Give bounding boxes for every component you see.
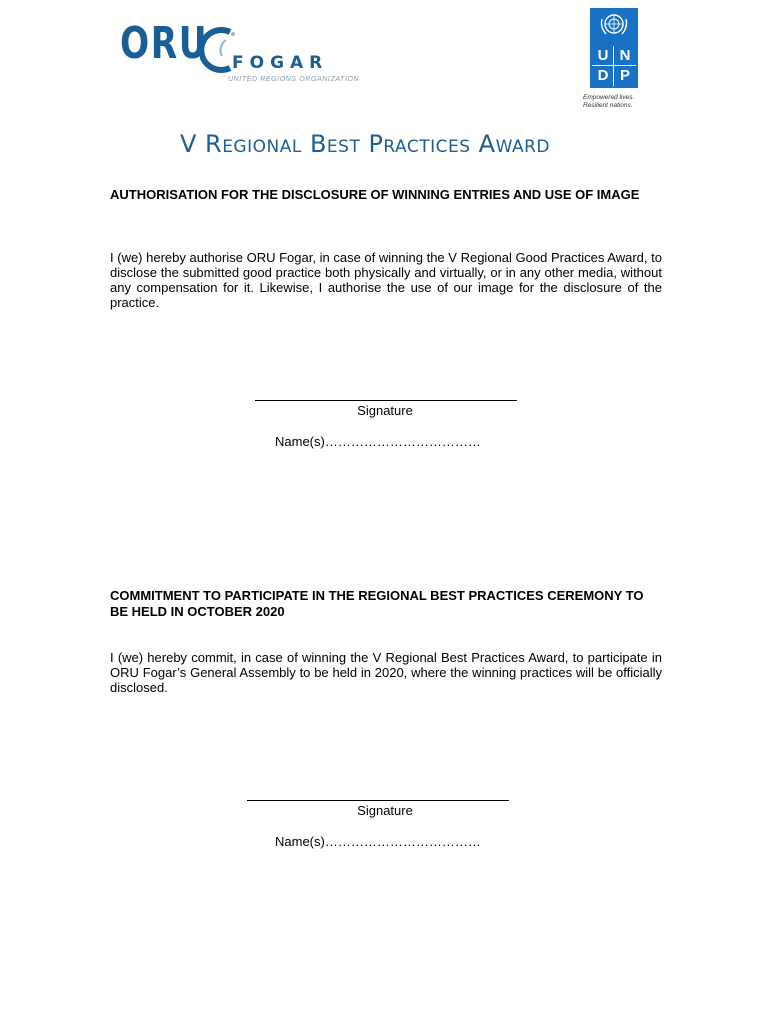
commitment-body: I (we) hereby commit, in case of winning the V Regional Best Practices Award, to participate in ORU Fogar’s General Assembly to be held in 2020, where the winning practices will be officially disclosed. [110, 650, 662, 695]
signature-label-1: Signature [357, 403, 413, 418]
undp-tagline-line1: Empowered lives. [583, 94, 635, 101]
signature-line-2[interactable] [247, 800, 509, 801]
undp-letter-u: U [597, 47, 609, 64]
undp-tagline-line2: Resilient nations. [583, 102, 633, 109]
undp-letter-d: D [597, 67, 609, 84]
award-title: V Regional Best Practices Award [179, 130, 551, 158]
undp-tagline [583, 94, 653, 110]
signature-label-2: Signature [357, 803, 413, 818]
name-field-2[interactable]: Name(s)……………………………… [275, 834, 481, 849]
undp-letter-p: P [619, 67, 630, 84]
fogar-logo-word: FOGAR [232, 53, 329, 73]
name-field-1[interactable]: Name(s)……………………………… [275, 434, 481, 449]
signature-line-1[interactable] [255, 400, 517, 401]
commitment-heading: COMMITMENT TO PARTICIPATE IN THE REGIONAL BEST PRACTICES CEREMONY TO BE HELD IN OCTOBER 2020 [110, 588, 644, 619]
authorisation-body: I (we) hereby authorise ORU Fogar, in case of winning the V Regional Good Practices Award, to disclose the submitted good practice both physically and virtually, or in any other media, without any compensation for it. Likewise, I authorise the use of our image for the disclosure of the practice. [110, 250, 662, 310]
un-emblem-icon [596, 11, 632, 39]
undp-logo [590, 8, 638, 88]
oru-logo-word: ORU [120, 18, 209, 69]
oru-fogar-logo [120, 18, 360, 83]
oru-logo-subtitle: UNITED REGIONS ORGANIZATION [228, 76, 360, 83]
authorisation-heading: AUTHORISATION FOR THE DISCLOSURE OF WINNING ENTRIES AND USE OF IMAGE [110, 187, 640, 202]
undp-letter-n: N [619, 47, 631, 64]
undp-letter-grid [592, 46, 636, 86]
